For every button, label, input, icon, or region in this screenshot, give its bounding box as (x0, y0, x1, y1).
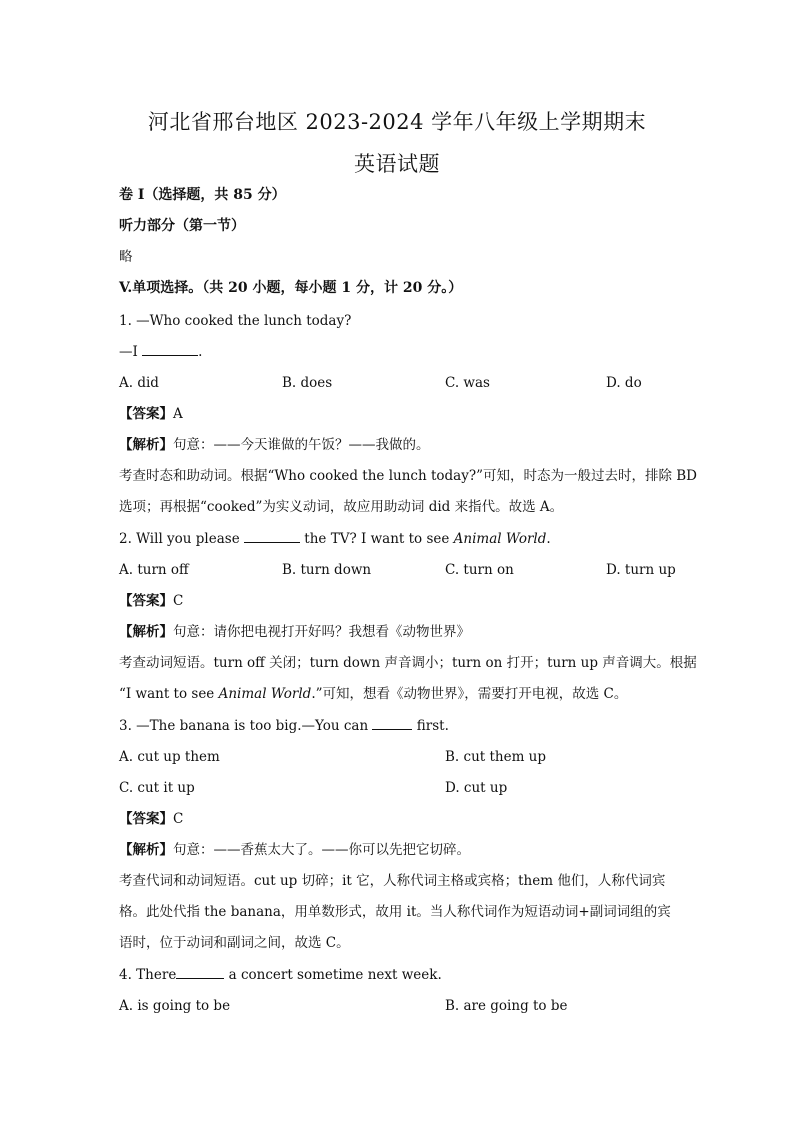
q1-option-b: B. does (282, 375, 333, 391)
paper-section-heading: 卷 I（选择题，共 85 分） (119, 187, 286, 203)
q1-analysis-text: 句意：——今天谁做的午饭？——我做的。 (173, 437, 430, 453)
q3-option-c: C. cut it up (119, 780, 195, 796)
exam-subject: 英语试题 (354, 152, 440, 176)
q3-option-a: A. cut up them (119, 749, 220, 765)
q2-stem (119, 530, 551, 548)
q2-stem-mid: the TV? I want to see (300, 531, 454, 547)
q1-explain-2: 选项；再根据“cooked”为实义动词，故应用助动词 did 来指代。故选 A。 (119, 499, 564, 515)
q4-option-b: B. are going to be (445, 998, 568, 1014)
q1-answer-value: A (173, 406, 183, 422)
q2-option-c: C. turn on (445, 562, 514, 578)
q3-analysis (119, 841, 470, 859)
q2-option-d: D. turn up (606, 562, 676, 578)
q1-stem: 1. —Who cooked the lunch today? (119, 313, 352, 329)
q2-stem-pre: 2. Will you please (119, 531, 240, 547)
answer-label: 【答案】 (119, 406, 173, 422)
q4-stem-pre: 4. There (119, 967, 177, 983)
q1-analysis (119, 436, 430, 454)
single-choice-heading: V.单项选择。（共 20 小题，每小题 1 分，计 20 分。） (119, 280, 463, 296)
q2-explain-2-italic: Animal World (218, 686, 312, 702)
q3-stem-pre: 3. —The banana is too big.—You can (119, 718, 369, 734)
q2-analysis-text: 句意：请你把电视打开好吗？我想看《动物世界》 (173, 624, 470, 640)
q4-option-a: A. is going to be (119, 998, 231, 1014)
analysis-label: 【解析】 (119, 437, 173, 453)
q2-explain-2-post: .”可知，想看《动物世界》，需要打开电视，故选 C。 (311, 686, 628, 702)
q2-answer (119, 592, 183, 610)
q4-stem-post: a concert sometime next week. (224, 967, 442, 983)
q2-explain-2-pre: “I want to see (119, 686, 219, 702)
q2-option-a: A. turn off (119, 562, 189, 578)
q1-explain-1: 考查时态和助动词。根据“Who cooked the lunch today?”可知，时态为一般过去时，排除 BD (119, 468, 698, 484)
answer-label: 【答案】 (119, 593, 173, 609)
q4-blank (176, 967, 224, 979)
q2-answer-value: C (173, 593, 184, 609)
analysis-label: 【解析】 (119, 842, 173, 858)
q1-answer (119, 405, 183, 423)
q4-stem (119, 966, 442, 984)
q3-analysis-text: 句意：——香蕉太大了。——你可以先把它切碎。 (173, 842, 470, 858)
q2-explain-2 (119, 685, 627, 703)
q2-option-b: B. turn down (282, 562, 372, 578)
q2-explain-1: 考查动词短语。turn off 关闭；turn down 声音调小；turn on 打开；turn up 声音调大。根据 (119, 655, 697, 671)
q3-blank (372, 718, 412, 730)
q2-stem-italic: Animal World (453, 531, 547, 547)
q1-option-c: C. was (445, 375, 490, 391)
q1-blank (142, 344, 198, 356)
listening-omitted: 略 (119, 249, 133, 265)
q3-answer (119, 810, 183, 828)
q3-option-b: B. cut them up (445, 749, 547, 765)
q2-analysis (119, 623, 470, 641)
q3-answer-value: C (173, 811, 184, 827)
q3-stem-post: first. (412, 718, 449, 734)
q3-stem (119, 717, 449, 735)
q2-stem-post: . (546, 531, 551, 547)
analysis-label: 【解析】 (119, 624, 173, 640)
q1-option-d: D. do (606, 375, 642, 391)
q1-option-a: A. did (119, 375, 159, 391)
q3-option-d: D. cut up (445, 780, 508, 796)
q1-stem-pre: —I (119, 344, 138, 360)
q3-explain-3: 语时，位于动词和副词之间，故选 C。 (119, 935, 350, 951)
exam-title: 河北省邢台地区 2023-2024 学年八年级上学期期末 (147, 110, 647, 134)
listening-heading: 听力部分（第一节） (119, 218, 245, 234)
q1-stem-post: . (198, 344, 203, 360)
q2-blank (244, 531, 300, 543)
q1-stem-2 (119, 343, 202, 361)
q3-explain-1: 考查代词和动词短语。cut up 切碎；it 它，人称代词主格或宾格；them 他们，人称代词宾 (119, 873, 666, 889)
answer-label: 【答案】 (119, 811, 173, 827)
q3-explain-2: 格。此处代指 the banana，用单数形式，故用 it。当人称代词作为短语动词+副词词组的宾 (119, 904, 671, 920)
